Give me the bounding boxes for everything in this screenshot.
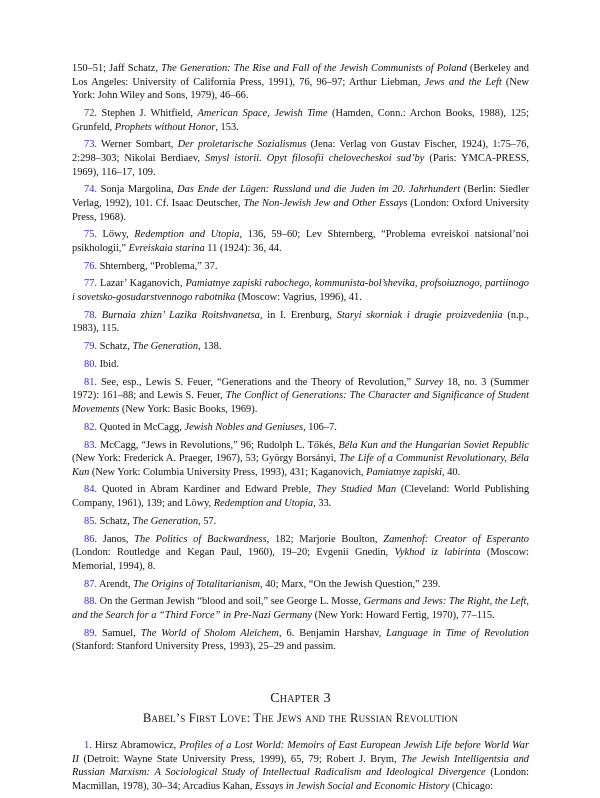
endnote-text: Ibid. [97,358,119,370]
endnote [72,578,529,592]
endnote [72,358,529,372]
endnote-title-italic: Der proletarische Sozialismus [177,139,307,151]
chapter-endnotes-list [72,739,529,793]
endnote-text: , 40. [442,466,461,478]
endnote-text: Janos, [97,533,135,545]
endnote-title-italic: The Jewish Intelligentsia and Russian Marxism: A Sociological Study of Intellectual Radicalism and Ideological Divergence [72,753,530,779]
endnote-title-italic: Language in Time of Revolution [386,627,529,639]
endnote-text: , 40; Marx, “On the Jewish Question,” 239. [260,578,441,590]
endnote-title-italic: Prophets without Honor [114,121,216,133]
endnote-text: Samuel, [97,627,141,639]
endnote-text: See, esp., Lewis S. Feuer, “Generations and the Theory of Revolution,” [97,376,416,388]
endnote-number-link[interactable]: 86. [84,533,97,545]
endnote-title-italic: The Non-Jewish Jew and Other Essays [243,197,408,209]
chapter-heading [72,692,529,706]
endnote-title-italic: Das Ende der Lügen: Russland und die Juden im 20. Jahrhundert [177,184,461,196]
endnote-text: McCagg, “Jews in Revolutions,” 96; Rudolph L. Tőkés, [97,439,339,451]
endnote-text: (Jena: Verlag von Gustav Fischer, 1924), 1:75–76, 2:298–303; Nikolai Berdiaev, [72,139,529,164]
endnote-text: Quoted in Abram Kardiner and Edward Preble, [97,484,316,496]
endnote-title-italic: The World of Sholom Aleichem [140,627,279,639]
endnote-text: (Moscow: Vagrius, 1996), 41. [235,292,362,304]
endnote-title-italic: Béla Kun and the Hungarian Soviet Republic [338,439,529,451]
endnote [72,483,529,510]
endnotes-list [72,62,529,654]
endnote [72,739,529,793]
endnote [72,277,529,304]
endnote [72,439,529,480]
endnote-title-italic: Profiles of a Lost World: Memoirs of East European Jewish Life before World War II [72,740,529,765]
endnote-number-link[interactable]: 72. [84,107,97,119]
endnote-title-italic: Redemption and Utopia [213,498,314,510]
endnote-text: Shternberg, “Problema,” 37. [97,260,218,272]
endnote-text: (Detroit: Wayne State University Press, 1999), 65, 79; Robert J. Brym, [78,753,402,765]
endnote-text: (Stanford: Stanford University Press, 1993), 25–29 and passim. [72,641,336,653]
endnote-title-italic: The Conflict of Generations: The Character and Significance of Student Movements [72,390,529,415]
endnote-number-link[interactable]: 73. [84,139,97,151]
endnote-text: , 182; Marjorie Boulton, [266,533,384,545]
endnote [72,107,529,134]
endnote-number-link[interactable]: 74. [84,184,97,196]
endnote-text: Lazar’ Kaganovich, [97,278,186,290]
endnote-text: (Hamden, Conn.: Archon Books, 1988), 125; Grunfeld, [72,107,530,133]
endnote [72,533,529,574]
endnote-title-italic: The Origins of Totalitarianism [133,578,261,590]
endnote-title-italic: Jews and the Left [424,76,502,88]
endnote-text: Sonja Margolina, [97,184,178,196]
endnote-number-link[interactable]: 77. [84,278,97,290]
endnote-text: On the German Jewish “blood and soil,” see George L. Mosse, [97,596,364,608]
endnote [72,340,529,354]
endnote [72,376,529,417]
endnote-title-italic: Redemption and Utopia [134,229,240,241]
endnote-title-italic: Survey [415,376,444,388]
endnote-text: Stephen J. Whitfield, [97,107,198,119]
endnote-number-link[interactable]: 82. [84,421,97,433]
endnote [72,260,529,274]
endnote-text: (London: Macmillan, 1978), 30–34; Arcadius Kahan, [72,767,529,792]
endnote-title-italic: American Space, Jewish Time [197,107,328,119]
endnote-text: Schatz, [97,341,133,353]
endnote-text: , 136, 59–60; Lev Shternberg, “Problema evreiskoi natsional’noi psikhologii,” [72,229,529,254]
endnote-text: (n.p., 1983), 115. [72,309,530,335]
endnote-text: (New York: Howard Fertig, 1970), 77–115. [312,609,495,621]
endnote-text: (New York: Basic Books, 1969). [119,403,258,415]
chapter-title: Babel’s First Love: The Jews and the Russian Revolution [142,710,459,725]
endnote-number-link[interactable]: 81. [84,376,97,388]
endnote-number-link[interactable]: 1. [84,740,92,752]
endnote-title-italic: The Generation: The Rise and Fall of the Jewish Communists of Poland [161,63,467,74]
endnote-title-italic: Essays in Jewish Social and Economic History [254,780,450,792]
endnote-text: , 57. [198,515,217,527]
endnote-text: , 33. [313,498,332,510]
endnote-text: (New York: John Wiley and Sons, 1979), 46–66. [72,76,529,102]
endnote-title-italic: The Generation [132,341,199,353]
endnote-text: (London: Routledge and Kegan Paul, 1960), 19–20; Evgenii Gnedin, [72,547,395,559]
chapter-number: Chapter 3 [270,690,331,706]
endnote-number-link[interactable]: 83. [84,439,97,451]
endnote-number-link[interactable]: 89. [84,627,97,639]
endnote-title-italic: The Generation [132,515,199,527]
endnote-text: Löwy, [97,229,135,241]
endnote-text: 11 (1924): 36, 44. [204,242,282,254]
endnote-text: (Berkeley and Los Angeles: University of California Press, 1991), 76, 96–97; Arthur Liebman, [72,63,529,88]
endnote-text: (Cleveland: World Publishing Company, 1961), 139; and Löwy, [72,484,530,510]
endnote-title-italic: Burnaia zhizn’ Lazika Roitshvanetsa [101,309,260,321]
endnote-title-italic: Zamenhof: Creator of Esperanto [383,533,529,545]
endnote-title-italic: Jewish Nobles and Geniuses [184,421,304,433]
endnote-title-italic: Germans and Jews: The Right, the Left, and the Search for a “Third Force” in Pre-Nazi Germany [72,596,529,621]
endnote-title-italic: Smysl istorii. Opyt filosofii chelovecheskoi sud’by [205,152,425,164]
endnote-title-italic: The Life of a Communist Revolutionary, Béla Kun [72,453,529,478]
endnote-text: , in I. Erenburg, [259,309,337,321]
endnote [72,515,529,529]
endnote-number-link[interactable]: 79. [84,341,97,353]
endnote-title-italic: The Politics of Backwardness [134,533,267,545]
endnote-text: Werner Sombart, [97,139,178,151]
endnote [72,138,529,179]
endnote-text: , 6. Benjamin Harshav, [278,627,387,639]
endnote-text: , 138. [198,341,222,353]
endnote-number-link[interactable]: 76. [84,260,97,272]
endnote [72,62,529,103]
endnote-text: (New York: Columbia University Press, 1993), 431; Kaganovich, [89,466,367,478]
endnote-text: Hirsz Abramowicz, [91,740,180,752]
endnote-title-italic: Evreiskaia starina [128,242,205,254]
endnote [72,627,529,654]
endnote [72,309,529,336]
endnote-title-italic: Pamiatnye zapiski [366,466,443,478]
endnote-number-link[interactable]: 84. [84,484,97,496]
endnote-title-italic: They Studied Man [315,484,397,496]
endnote-text: (London: Oxford University Press, 1968). [72,197,530,223]
endnote-text: Arendt, [97,578,134,590]
endnote-title-italic: Vykhod iz labirinta [394,547,481,559]
endnote-number-link[interactable]: 80. [84,358,97,370]
endnote-title-italic: Pamiatnye zapiski rabochego, kommunista-bol’shevika, profsoiuznogo, partiinogo i sovetsko-gosudarstvennogo rabotnika [72,278,530,304]
endnote [72,183,529,224]
endnote-number-link[interactable]: 87. [84,578,97,590]
endnote-text: (Berlin: Siedler Verlag, 1992), 101. Cf. Isaac Deutscher, [72,184,530,209]
endnote-text: 150–51; Jaff Schatz, [72,63,162,74]
endnote-text: (Moscow: Memorial, 1994), 8. [72,547,529,572]
endnote-text: (Paris: YMCA-PRESS, 1969), 116–17, 109. [72,152,529,178]
endnote-title-italic: Staryi skorniak i drugie proizvedeniia [336,309,503,321]
page-content [72,62,529,798]
endnote-number-link[interactable]: 85. [84,515,97,527]
endnote-text: , 153. [215,121,239,133]
endnote [72,595,529,622]
endnote-text: (Chicago: [449,780,494,792]
endnote-text: 18, no. 3 (Summer 1972): 161–88; and Lewis S. Feuer, [72,376,529,402]
endnote-number-link[interactable]: 78. [84,309,97,321]
endnote [72,228,529,255]
endnote [72,421,529,435]
endnote-text: (New York: Frederick A. Praeger, 1967), 53; György Borsányi, [72,453,340,465]
endnote-text: Quoted in McCagg, [97,421,185,433]
endnote-text: , 106–7. [303,421,337,433]
endnote-number-link[interactable]: 88. [84,596,97,608]
endnote-text: Schatz, [97,515,133,527]
endnote-number-link[interactable]: 75. [84,229,97,241]
